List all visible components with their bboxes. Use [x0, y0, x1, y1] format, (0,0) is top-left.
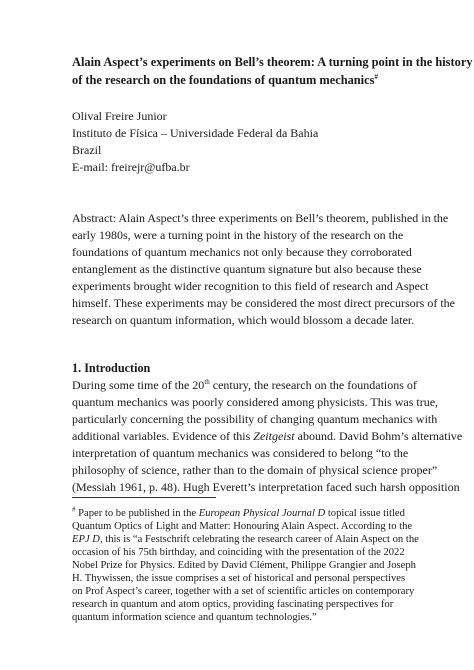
footnote-line: [72, 534, 419, 545]
intro-line: particularly concerning the possibility of changing quantum mechanics with: [72, 412, 438, 426]
footnote-text: , this is “a Festschrift celebrating the research career of Alain Aspect on the: [99, 534, 419, 545]
abstract-line: research on quantum information, which would blossom a decade later.: [72, 313, 415, 327]
paper-title-line-2: [72, 73, 378, 88]
footnote-text: Paper to be published in the: [75, 508, 199, 519]
abstract-line: early 1980s, were a turning point in the history of the research on the: [72, 228, 404, 242]
intro-italic-term: Zeitgeist: [253, 429, 295, 443]
author-institution: Instituto de Física – Universidade Federal da Bahia: [72, 126, 319, 140]
abstract-line: Abstract: Alain Aspect’s three experiments on Bell’s theorem, published in the: [72, 211, 449, 225]
title-footnote-marker: #: [374, 72, 378, 81]
intro-line: quantum mechanics was poorly considered among physicists. This was true,: [72, 395, 439, 409]
footnote-marker: #: [72, 505, 76, 514]
footnote-text: topical issue titled: [325, 508, 405, 519]
footnote-line: quantum information science and quantum technologies.”: [72, 612, 317, 623]
paper-title-line-1: Alain Aspect’s experiments on Bell’s theorem: A turning point in the history: [72, 55, 473, 69]
footnote-separator: [72, 497, 216, 498]
intro-text: abound. David Bohm’s alternative: [294, 429, 463, 443]
intro-line: [72, 378, 417, 393]
intro-line: (Messiah 1961, p. 48). Hugh Everett’s interpretation faced such harsh opposition: [72, 480, 460, 494]
intro-line: philosophy of science, rather than to the domain of physical science proper”: [72, 463, 438, 477]
author-name: Olival Freire Junior: [72, 109, 167, 123]
intro-line: interpretation of quantum mechanics was considered to belong “to the: [72, 446, 409, 460]
abstract-line: foundations of quantum mechanics not only because they corroborated: [72, 245, 412, 259]
paper-title-text: of the research on the foundations of quantum mechanics: [72, 73, 375, 87]
footnote-line: Quantum Optics of Light and Matter: Honouring Alain Aspect. According to the: [72, 521, 413, 532]
intro-text: additional variables. Evidence of this: [72, 429, 254, 443]
abstract-line: experiments brought wider recognition to this field of research and Aspect: [72, 279, 429, 293]
footnote-line: occasion of his 75th birthday, and coinciding with the presentation of the 2022: [72, 547, 405, 558]
author-country: Brazil: [72, 143, 102, 157]
footnote-line: H. Thywissen, the issue comprises a set of historical and personal perspectives: [72, 573, 406, 584]
footnote-line: [72, 505, 405, 519]
intro-text: During some time of the 20: [72, 378, 205, 392]
intro-line: [72, 429, 462, 444]
footnote-line: research in quantum and atom optics, providing fascinating perspectives for: [72, 599, 394, 610]
intro-text: century, the research on the foundations of: [209, 378, 417, 392]
author-email: E-mail: freirejr@ufba.br: [72, 160, 190, 174]
journal-name-italic: European Physical Journal D: [198, 508, 326, 519]
footnote-line: on Prof Aspect’s career, together with a set of scientific articles on contemporary: [72, 586, 415, 597]
abstract-line: entanglement as the distinctive quantum signature but also because these: [72, 262, 422, 276]
journal-abbrev-italic: EPJ D: [72, 534, 100, 545]
ordinal-superscript: th: [204, 378, 210, 386]
section-heading: 1. Introduction: [72, 361, 151, 375]
footnote-line: Nobel Prize for Physics. Edited by David Clément, Philippe Grangier and Joseph: [72, 560, 416, 571]
abstract-line: himself. These experiments may be considered the most direct precursors of the: [72, 296, 455, 310]
